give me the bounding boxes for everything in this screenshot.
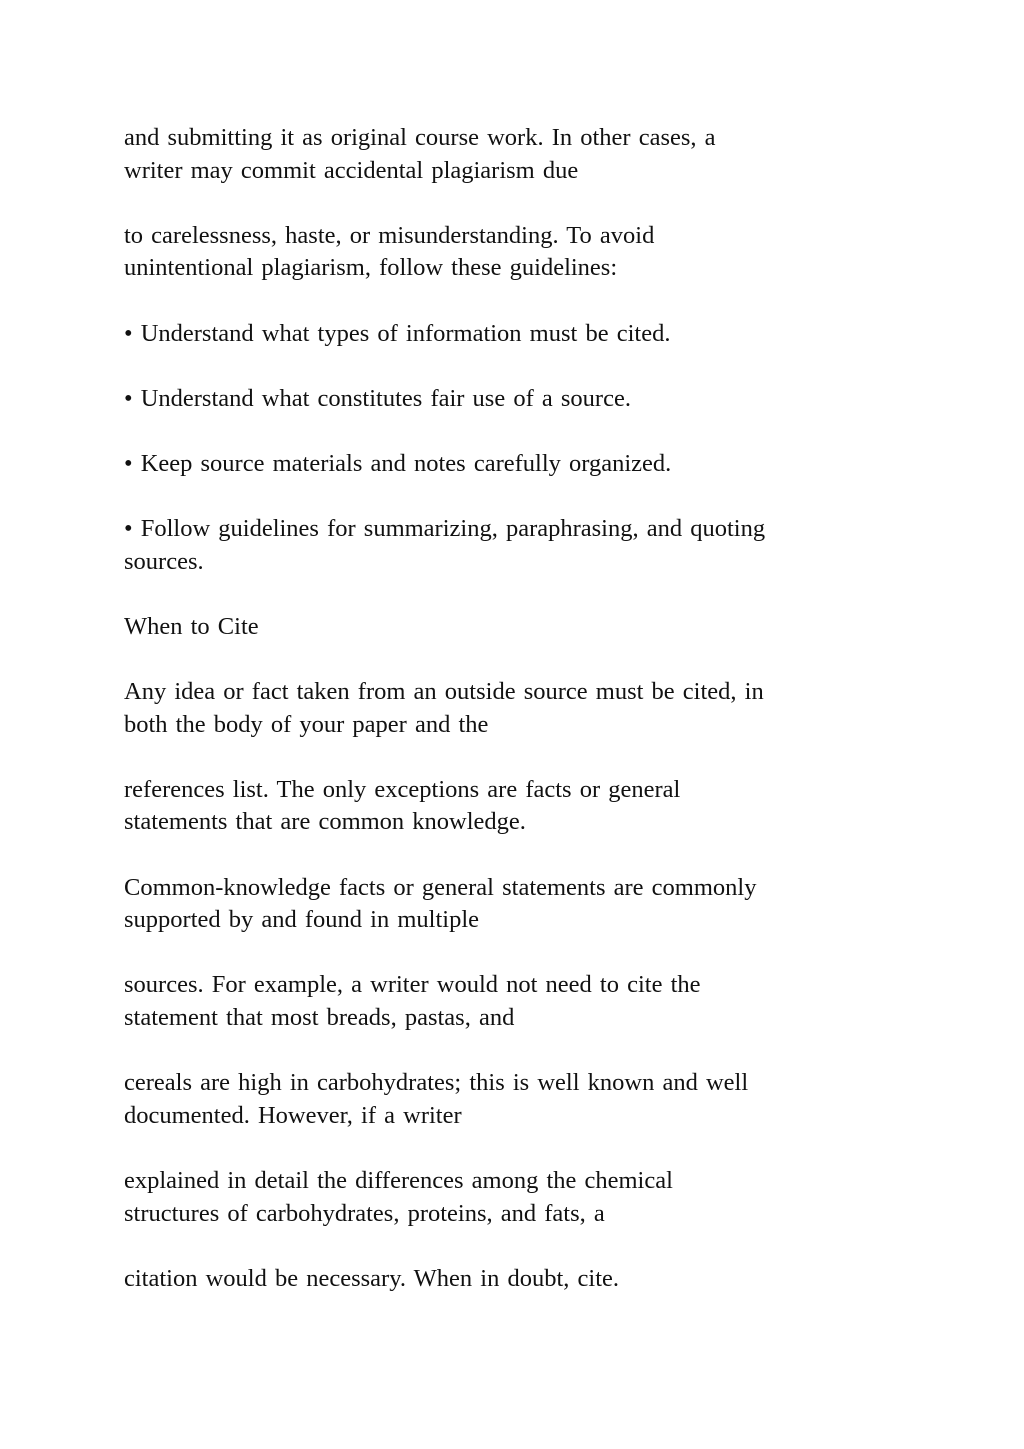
text-line: documented. However, if a writer	[124, 1101, 462, 1129]
bullet-item	[124, 383, 904, 416]
text-line: Common-knowledge facts or general statements are commonly	[124, 873, 757, 901]
text-line: cereals are high in carbohydrates; this is well known and well	[124, 1069, 749, 1097]
text-line: and submitting it as original course work. In other cases, a	[124, 124, 716, 151]
text-line: writer may commit accidental plagiarism due	[124, 156, 579, 184]
text-line: sources. For example, a writer would not need to cite the	[124, 971, 701, 999]
text-line: to carelessness, haste, or misunderstanding. To avoid	[124, 221, 655, 249]
text-line: When to Cite	[124, 612, 259, 640]
text-line: • Keep source materials and notes carefully organized.	[124, 449, 672, 477]
text-line: • Follow guidelines for summarizing, paraphrasing, and quoting	[124, 515, 766, 543]
text-line: statement that most breads, pastas, and	[124, 1004, 515, 1032]
paragraph	[124, 1263, 904, 1296]
paragraph	[124, 676, 904, 741]
text-line: • Understand what constitutes fair use of a source.	[124, 384, 631, 412]
text-line: sources.	[124, 547, 204, 575]
section-heading	[124, 611, 904, 644]
paragraph	[124, 1067, 904, 1132]
text-line: • Understand what types of information must be cited.	[124, 319, 671, 347]
text-line: supported by and found in multiple	[124, 906, 479, 934]
paragraph	[124, 969, 904, 1034]
paragraph	[124, 872, 904, 937]
body-text	[124, 122, 904, 1328]
paragraph	[124, 122, 904, 187]
text-line: structures of carbohydrates, proteins, and fats, a	[124, 1199, 605, 1227]
bullet-item	[124, 318, 904, 351]
text-line: explained in detail the differences among the chemical	[124, 1167, 673, 1194]
bullet-item	[124, 513, 904, 578]
text-line: both the body of your paper and the	[124, 710, 489, 738]
paragraph	[124, 220, 904, 285]
paragraph	[124, 1165, 904, 1230]
text-line: references list. The only exceptions are facts or general	[124, 775, 681, 803]
text-line: unintentional plagiarism, follow these guidelines:	[124, 254, 618, 282]
text-line: statements that are common knowledge.	[124, 808, 526, 836]
bullet-item	[124, 448, 904, 481]
text-line: Any idea or fact taken from an outside source must be cited, in	[124, 678, 764, 706]
paragraph	[124, 774, 904, 839]
text-line: citation would be necessary. When in doubt, cite.	[124, 1264, 620, 1292]
